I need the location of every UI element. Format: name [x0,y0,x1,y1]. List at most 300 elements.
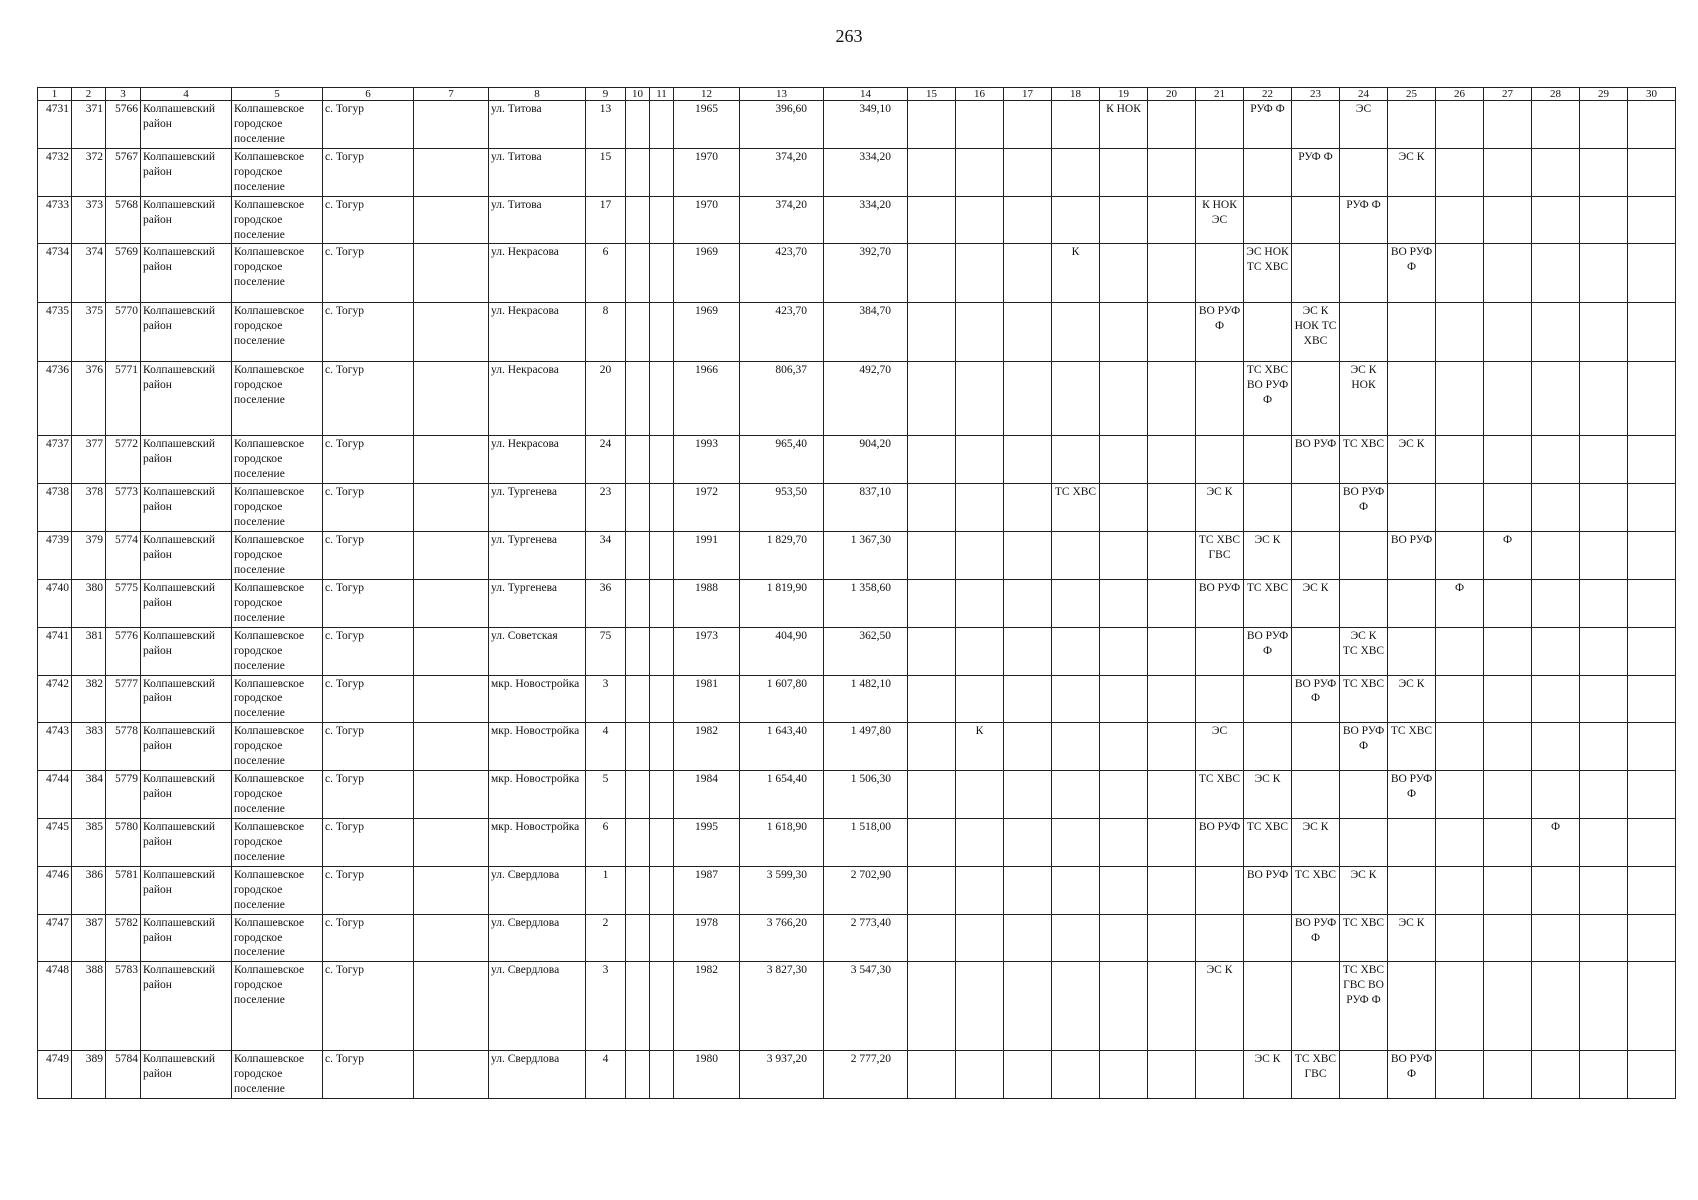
cell-col-1: 4735 [38,303,72,362]
empty-cell [1580,244,1628,303]
cell-col-9: 1 [586,866,626,914]
empty-cell [1580,579,1628,627]
empty-cell [1484,148,1532,196]
registry-table [37,87,1676,1099]
empty-cell [1052,675,1100,723]
cell-col-14: 1 518,00 [824,818,908,866]
column-header-19: 19 [1100,88,1148,101]
mark-col-22: РУФ Ф [1244,101,1292,149]
cell-col-6: с. Тогур [323,771,414,819]
empty-cell [414,436,489,484]
mark-col-23: ЭС К [1292,579,1340,627]
cell-col-5: Колпашевское городское поселение [232,362,323,436]
empty-cell [1004,362,1052,436]
table-row [38,914,1676,962]
cell-col-14: 2 777,20 [824,1051,908,1099]
mark-col-25: ЭС К [1388,436,1436,484]
cell-col-4: Колпашевский район [141,303,232,362]
empty-cell [908,579,956,627]
cell-col-13: 806,37 [740,362,824,436]
empty-cell [908,436,956,484]
empty-cell [1100,1051,1148,1099]
cell-col-9: 24 [586,436,626,484]
empty-cell [650,484,674,532]
empty-cell [1532,484,1580,532]
cell-col-12: 1969 [674,244,740,303]
empty-cell [1532,362,1580,436]
empty-cell [1004,866,1052,914]
empty-cell [1196,362,1244,436]
cell-col-5: Колпашевское городское поселение [232,532,323,580]
cell-col-4: Колпашевский район [141,436,232,484]
cell-col-5: Колпашевское городское поселение [232,627,323,675]
cell-col-3: 5781 [106,866,141,914]
empty-cell [1244,148,1292,196]
empty-cell [908,484,956,532]
cell-col-8: ул. Титова [489,148,586,196]
mark-col-21: ЭС [1196,723,1244,771]
cell-col-2: 372 [72,148,106,196]
cell-col-6: с. Тогур [323,627,414,675]
empty-cell [414,866,489,914]
cell-col-2: 388 [72,962,106,1051]
empty-cell [956,101,1004,149]
cell-col-3: 5768 [106,196,141,244]
table-row [38,962,1676,1051]
empty-cell [1052,962,1100,1051]
cell-col-1: 4741 [38,627,72,675]
cell-col-13: 374,20 [740,148,824,196]
empty-cell [1004,579,1052,627]
column-header-9: 9 [586,88,626,101]
cell-col-14: 3 547,30 [824,962,908,1051]
cell-col-1: 4745 [38,818,72,866]
empty-cell [1532,866,1580,914]
table-row [38,866,1676,914]
empty-cell [1484,962,1532,1051]
empty-cell [956,532,1004,580]
column-header-10: 10 [626,88,650,101]
empty-cell [1436,244,1484,303]
mark-col-28: Ф [1532,818,1580,866]
cell-col-13: 953,50 [740,484,824,532]
cell-col-8: мкр. Новостройка [489,723,586,771]
cell-col-2: 389 [72,1051,106,1099]
cell-col-1: 4739 [38,532,72,580]
mark-col-22: ЭС НОК ТС ХВС [1244,244,1292,303]
cell-col-1: 4749 [38,1051,72,1099]
column-header-21: 21 [1196,88,1244,101]
empty-cell [1196,914,1244,962]
empty-cell [1004,818,1052,866]
empty-cell [1436,484,1484,532]
empty-cell [626,532,650,580]
cell-col-8: ул. Свердлова [489,962,586,1051]
cell-col-14: 392,70 [824,244,908,303]
cell-col-14: 1 367,30 [824,532,908,580]
empty-cell [650,723,674,771]
cell-col-8: ул. Титова [489,196,586,244]
mark-col-22: ТС ХВС [1244,818,1292,866]
cell-col-14: 837,10 [824,484,908,532]
mark-col-25: ВО РУФ Ф [1388,1051,1436,1099]
empty-cell [1004,723,1052,771]
empty-cell [956,303,1004,362]
empty-cell [650,914,674,962]
mark-col-23: РУФ Ф [1292,148,1340,196]
empty-cell [1484,362,1532,436]
empty-cell [1196,101,1244,149]
empty-cell [1100,818,1148,866]
empty-cell [1148,148,1196,196]
cell-col-9: 17 [586,196,626,244]
empty-cell [1532,675,1580,723]
empty-cell [1628,723,1676,771]
empty-cell [1484,771,1532,819]
empty-cell [1388,303,1436,362]
cell-col-6: с. Тогур [323,818,414,866]
empty-cell [1148,244,1196,303]
empty-cell [1532,436,1580,484]
empty-cell [1388,484,1436,532]
empty-cell [1436,771,1484,819]
cell-col-6: с. Тогур [323,532,414,580]
cell-col-3: 5770 [106,303,141,362]
empty-cell [1340,148,1388,196]
empty-cell [1148,579,1196,627]
cell-col-2: 376 [72,362,106,436]
empty-cell [1388,818,1436,866]
mark-col-25: ЭС К [1388,675,1436,723]
table-row [38,627,1676,675]
mark-col-22: ТС ХВС ВО РУФ Ф [1244,362,1292,436]
column-header-24: 24 [1340,88,1388,101]
empty-cell [1244,436,1292,484]
mark-col-24: ТС ХВС [1340,675,1388,723]
page-number: 263 [835,26,863,46]
cell-col-6: с. Тогур [323,1051,414,1099]
cell-col-8: ул. Некрасова [489,244,586,303]
empty-cell [1100,771,1148,819]
cell-col-13: 1 643,40 [740,723,824,771]
cell-col-2: 384 [72,771,106,819]
column-header-5: 5 [232,88,323,101]
empty-cell [908,532,956,580]
empty-cell [1580,148,1628,196]
empty-cell [1436,723,1484,771]
cell-col-3: 5775 [106,579,141,627]
cell-col-2: 381 [72,627,106,675]
empty-cell [650,244,674,303]
empty-cell [1148,627,1196,675]
empty-cell [908,362,956,436]
empty-cell [1436,818,1484,866]
empty-cell [1532,1051,1580,1099]
cell-col-4: Колпашевский район [141,532,232,580]
cell-col-9: 2 [586,914,626,962]
empty-cell [1484,914,1532,962]
empty-cell [1436,1051,1484,1099]
empty-cell [908,866,956,914]
empty-cell [1052,196,1100,244]
column-header-27: 27 [1484,88,1532,101]
empty-cell [1292,627,1340,675]
mark-col-24: ЭС К [1340,866,1388,914]
empty-cell [1580,914,1628,962]
column-header-15: 15 [908,88,956,101]
cell-col-8: мкр. Новостройка [489,771,586,819]
empty-cell [1484,101,1532,149]
empty-cell [626,436,650,484]
empty-cell [650,303,674,362]
cell-col-6: с. Тогур [323,723,414,771]
empty-cell [1628,484,1676,532]
cell-col-9: 6 [586,818,626,866]
mark-col-23: ТС ХВС [1292,866,1340,914]
cell-col-13: 3 937,20 [740,1051,824,1099]
mark-col-23: ВО РУФ Ф [1292,675,1340,723]
empty-cell [1004,196,1052,244]
cell-col-6: с. Тогур [323,962,414,1051]
empty-cell [1196,866,1244,914]
cell-col-3: 5780 [106,818,141,866]
cell-col-4: Колпашевский район [141,101,232,149]
column-header-3: 3 [106,88,141,101]
cell-col-3: 5766 [106,101,141,149]
mark-col-22: ЭС К [1244,532,1292,580]
column-header-17: 17 [1004,88,1052,101]
empty-cell [908,675,956,723]
empty-cell [1004,675,1052,723]
mark-col-23: ВО РУФ Ф [1292,914,1340,962]
empty-cell [1532,771,1580,819]
column-header-7: 7 [414,88,489,101]
empty-cell [1484,1051,1532,1099]
mark-col-22: ЭС К [1244,1051,1292,1099]
empty-cell [1580,723,1628,771]
cell-col-12: 1978 [674,914,740,962]
cell-col-1: 4732 [38,148,72,196]
empty-cell [1100,436,1148,484]
empty-cell [1388,579,1436,627]
empty-cell [414,675,489,723]
cell-col-6: с. Тогур [323,579,414,627]
empty-cell [1628,196,1676,244]
cell-col-3: 5782 [106,914,141,962]
cell-col-4: Колпашевский район [141,914,232,962]
cell-col-8: ул. Советская [489,627,586,675]
empty-cell [650,436,674,484]
empty-cell [414,818,489,866]
cell-col-5: Колпашевское городское поселение [232,723,323,771]
cell-col-5: Колпашевское городское поселение [232,436,323,484]
mark-col-25: ВО РУФ Ф [1388,771,1436,819]
cell-col-8: ул. Свердлова [489,1051,586,1099]
empty-cell [1100,962,1148,1051]
column-header-8: 8 [489,88,586,101]
cell-col-4: Колпашевский район [141,244,232,303]
empty-cell [414,101,489,149]
empty-cell [908,723,956,771]
empty-cell [1100,303,1148,362]
empty-cell [1628,362,1676,436]
empty-cell [1148,532,1196,580]
cell-col-12: 1969 [674,303,740,362]
column-header-2: 2 [72,88,106,101]
empty-cell [1148,914,1196,962]
empty-cell [414,914,489,962]
empty-cell [1532,101,1580,149]
empty-cell [1340,303,1388,362]
cell-col-9: 13 [586,101,626,149]
empty-cell [650,675,674,723]
empty-cell [956,866,1004,914]
cell-col-2: 387 [72,914,106,962]
cell-col-8: ул. Свердлова [489,866,586,914]
empty-cell [956,362,1004,436]
mark-col-24: ЭС К НОК [1340,362,1388,436]
cell-col-13: 1 607,80 [740,675,824,723]
cell-col-14: 1 358,60 [824,579,908,627]
empty-cell [1148,436,1196,484]
empty-cell [1292,723,1340,771]
empty-cell [626,962,650,1051]
cell-col-9: 75 [586,627,626,675]
empty-cell [1580,532,1628,580]
cell-col-6: с. Тогур [323,362,414,436]
empty-cell [626,771,650,819]
empty-cell [1292,196,1340,244]
empty-cell [1004,484,1052,532]
empty-cell [1292,484,1340,532]
cell-col-3: 5777 [106,675,141,723]
mark-col-23: ТС ХВС ГВС [1292,1051,1340,1099]
cell-col-4: Колпашевский район [141,579,232,627]
column-header-4: 4 [141,88,232,101]
empty-cell [1148,771,1196,819]
empty-cell [1580,771,1628,819]
cell-col-2: 375 [72,303,106,362]
empty-cell [1484,436,1532,484]
empty-cell [908,818,956,866]
empty-cell [1532,962,1580,1051]
cell-col-12: 1981 [674,675,740,723]
cell-col-13: 965,40 [740,436,824,484]
empty-cell [1628,303,1676,362]
empty-cell [1628,771,1676,819]
cell-col-12: 1993 [674,436,740,484]
cell-col-5: Колпашевское городское поселение [232,303,323,362]
cell-col-9: 36 [586,579,626,627]
empty-cell [956,962,1004,1051]
cell-col-6: с. Тогур [323,101,414,149]
empty-cell [1148,675,1196,723]
column-header-30: 30 [1628,88,1676,101]
cell-col-3: 5776 [106,627,141,675]
empty-cell [626,1051,650,1099]
mark-col-24: ВО РУФ Ф [1340,484,1388,532]
cell-col-14: 334,20 [824,148,908,196]
table-row [38,484,1676,532]
empty-cell [650,627,674,675]
cell-col-6: с. Тогур [323,436,414,484]
empty-cell [1004,148,1052,196]
empty-cell [1436,675,1484,723]
empty-cell [1628,244,1676,303]
empty-cell [650,362,674,436]
mark-col-25: ЭС К [1388,148,1436,196]
empty-cell [1484,579,1532,627]
cell-col-1: 4734 [38,244,72,303]
cell-col-8: ул. Тургенева [489,484,586,532]
cell-col-1: 4738 [38,484,72,532]
empty-cell [1628,962,1676,1051]
empty-cell [1148,723,1196,771]
empty-cell [1340,579,1388,627]
empty-cell [650,866,674,914]
mark-col-19: К НОК [1100,101,1148,149]
mark-col-21: ТС ХВС ГВС [1196,532,1244,580]
empty-cell [1004,436,1052,484]
column-header-26: 26 [1436,88,1484,101]
empty-cell [1148,866,1196,914]
mark-col-18: К [1052,244,1100,303]
cell-col-6: с. Тогур [323,675,414,723]
empty-cell [1436,303,1484,362]
empty-cell [1052,866,1100,914]
empty-cell [1004,627,1052,675]
mark-col-25: ВО РУФ Ф [1388,244,1436,303]
empty-cell [1004,532,1052,580]
cell-col-2: 382 [72,675,106,723]
empty-cell [650,771,674,819]
cell-col-1: 4747 [38,914,72,962]
cell-col-8: ул. Некрасова [489,362,586,436]
empty-cell [414,362,489,436]
empty-cell [908,244,956,303]
empty-cell [908,1051,956,1099]
empty-cell [1532,914,1580,962]
empty-cell [956,148,1004,196]
cell-col-14: 904,20 [824,436,908,484]
empty-cell [1532,579,1580,627]
empty-cell [1436,362,1484,436]
empty-cell [1532,723,1580,771]
empty-cell [1244,914,1292,962]
empty-cell [1100,484,1148,532]
mark-col-27: Ф [1484,532,1532,580]
cell-col-3: 5778 [106,723,141,771]
cell-col-8: мкр. Новостройка [489,675,586,723]
cell-col-5: Колпашевское городское поселение [232,148,323,196]
cell-col-13: 1 654,40 [740,771,824,819]
cell-col-3: 5774 [106,532,141,580]
empty-cell [1148,303,1196,362]
empty-cell [908,101,956,149]
cell-col-14: 2 773,40 [824,914,908,962]
empty-cell [908,627,956,675]
empty-cell [1484,866,1532,914]
empty-cell [1244,196,1292,244]
cell-col-1: 4742 [38,675,72,723]
mark-col-22: ЭС К [1244,771,1292,819]
column-header-12: 12 [674,88,740,101]
empty-cell [1436,627,1484,675]
empty-cell [1244,303,1292,362]
empty-cell [1340,244,1388,303]
cell-col-8: ул. Титова [489,101,586,149]
empty-cell [1436,101,1484,149]
